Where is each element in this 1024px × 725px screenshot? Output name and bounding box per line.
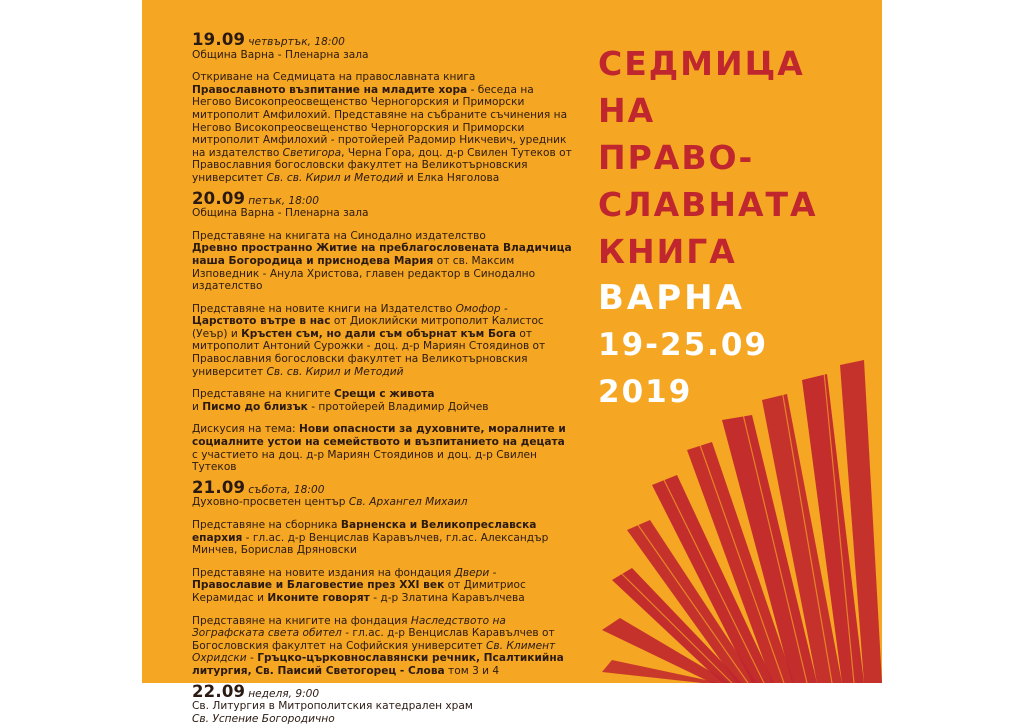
day-20-09 [192, 188, 572, 474]
event-description: от Димитриос Керамидас и [192, 579, 526, 604]
title-line-5: КНИГА [598, 232, 737, 271]
event-intro: Дискусия на тема: [192, 423, 299, 436]
event-omofor-books [192, 303, 572, 379]
event-synodal-book [192, 230, 572, 293]
book-title: Православие и Благовестие през XXI век [192, 579, 445, 592]
title-city: ВАРНА [598, 278, 745, 318]
day-header [192, 477, 572, 497]
event-description: - протойерей Владимир Дойчев [307, 400, 489, 413]
event-description-end: и Елка Няголова [403, 171, 500, 184]
event-description-2: - д-р Златина Каравълчева [369, 591, 525, 604]
event-intro: Откриване на Седмицата на православната книга [192, 71, 476, 84]
venue-name-italic: Св. Архангел Михаил [348, 496, 468, 509]
event-intro: Представяне на книгите на фондация [192, 614, 411, 627]
day-header [192, 30, 572, 49]
foundation-name: Наследството на Зографската света обител [192, 614, 506, 640]
event-intro: Представяне на новите издания на фондация [192, 566, 455, 579]
event-doychev-books [192, 388, 572, 413]
book-title: Иконите говорят [267, 591, 370, 604]
day-22-09 [192, 681, 572, 725]
event-intro: Представяне на книгите [192, 388, 334, 401]
title-line-3: ПРАВО- [598, 138, 755, 177]
event-description: - беседа на Негово Високопреосвещенство Черногорския и Приморски митрополит Амфилохий. Представяне на събраните съчинения на Негово Високопреосвещенство Черногорския и Приморски митрополит Амфилохий - протойерей Радомир Никчевич, уредник на издателство [192, 83, 568, 159]
university-name: Св. св. Кирил и Методий [266, 171, 404, 184]
event-title: Нови опасности за духовните, моралните и социалните устои на семейството и възпитанието на децата [192, 423, 566, 449]
church-name: Св. Успение Богородично [192, 712, 335, 725]
conjunction: и [192, 400, 203, 413]
event-intro: Представяне на книгата на Синодално издателство [192, 229, 486, 242]
book-title: Кръстен съм, но дали съм обърнат към Бога [241, 327, 517, 340]
publisher-name: Омофор [455, 302, 501, 315]
program-column [192, 30, 572, 725]
book-titles: Гръцко-църковнославянски речник, Псалтикийна литургия, Св. Паисий Светогорец - Слова [192, 652, 564, 677]
publisher-name: Двери [454, 566, 490, 579]
event-description-2: , Черна Гора, доц. д-р Свилен Тутеков от Православния богословски факултет на Великотърновския университет [192, 146, 572, 184]
event-title: Православното възпитание на младите хора [192, 83, 468, 96]
day-header [192, 681, 572, 701]
day-venue: Св. Литургия в Митрополитския катедрален храм [192, 700, 473, 713]
day-weekday-time: неделя, 9:00 [248, 687, 320, 700]
event-description: - гл.ас. д-р Венцислав Каравълчев от Богословския факултет на Софийския университет [192, 627, 555, 652]
day-date: 22.09 [192, 681, 246, 701]
day-date: 21.09 [192, 477, 246, 497]
day-venue [192, 496, 572, 509]
dash: - [500, 302, 508, 315]
title-line-2: НА [598, 91, 656, 130]
book-title: Писмо до близък [202, 400, 308, 413]
event-title: Варненска и Великопреславска епархия [192, 519, 537, 544]
event-description: от Диоклийски митрополит Калистос (Уеър) и [192, 315, 544, 340]
day-19-09 [192, 30, 572, 185]
event-intro: Представяне на сборника [192, 519, 341, 531]
day-21-09 [192, 477, 572, 678]
university-name: Св. Климент Охридски [192, 639, 556, 665]
event-zograf-books [192, 615, 572, 678]
event-intro: Представяне на новите книги на Издателство [192, 302, 456, 315]
event-description: с участието на доц. д-р Мариян Стоядинов и доц. д-р Свилен Тутеков [192, 448, 537, 474]
event-opening [192, 71, 572, 184]
event-description: от св. Максим Изповедник - Анула Христова, главен редактор в Синодално издателство [192, 254, 536, 293]
day-weekday-time: събота, 18:00 [248, 483, 325, 496]
event-description-2: от митрополит Антоний Сурожки - доц. д-р Мариян Стоядинов от Православния богословски факултет на Великотърновския университет [192, 327, 546, 378]
event-description-end: том 3 и 4 [444, 664, 500, 677]
title-line-4: СЛАВНАТА [598, 185, 818, 224]
event-discussion [192, 423, 572, 473]
day-date: 20.09 [192, 188, 246, 208]
university-name: Св. св. Кирил и Методий [266, 365, 404, 378]
venue-name: Духовно-просветен център [192, 496, 349, 509]
day-venue: Общинa Варна - Пленарна зала [192, 207, 369, 220]
day-venue: Общинa Варна - Пленарна зала [192, 48, 369, 61]
open-book-illustration [602, 360, 882, 683]
event-eparchy-collection [192, 519, 572, 557]
book-title: Срещи с живота [333, 388, 435, 401]
title-dates: 19-25.09 [598, 327, 769, 363]
event-title: Древно пространно Житие на преблагословената Владичица наша Богородица и приснодева Мария [192, 242, 572, 267]
dash: - [246, 652, 258, 665]
title-year: 2019 [598, 374, 693, 410]
publisher-name: Светигора [282, 146, 342, 159]
poster [142, 0, 882, 725]
day-weekday-time: петък, 18:00 [248, 194, 319, 207]
book-title: Царството вътре в нас [192, 315, 331, 328]
dash: - [489, 566, 497, 579]
title-line-1: СЕДМИЦА [598, 44, 805, 83]
event-dveri-editions [192, 567, 572, 605]
event-description: - гл.ас. д-р Венцислав Каравълчев, гл.ас. Александър Минчев, Борислав Дряновски [192, 531, 549, 557]
day-date: 19.09 [192, 30, 246, 49]
day-header [192, 188, 572, 208]
day-weekday-time: четвъртък, 18:00 [248, 36, 345, 48]
